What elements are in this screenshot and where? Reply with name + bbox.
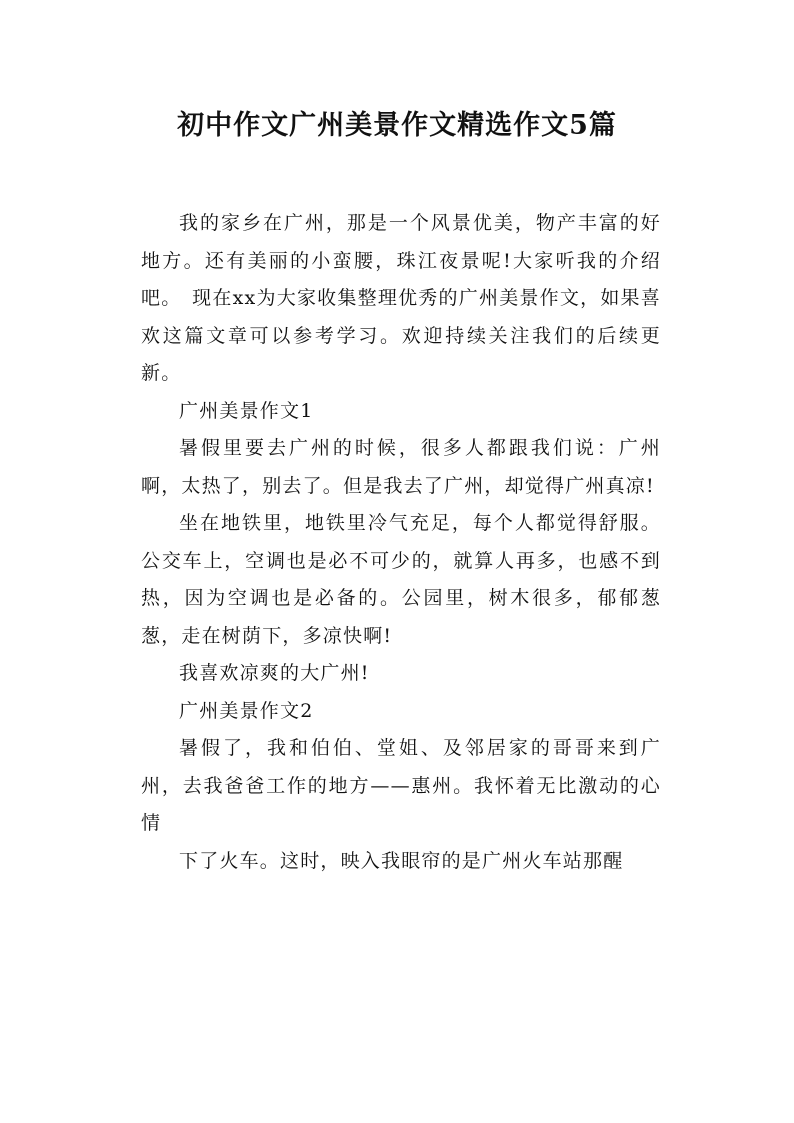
essay-1-heading: 广州美景作文1 xyxy=(179,399,314,422)
essay-2-paragraph-1: 暑假了，我和伯伯、堂姐、及邻居家的哥哥来到广州，去我爸爸工作的地方——惠州。我怀着无比激动的心情 xyxy=(141,737,661,834)
intro-paragraph: 我的家乡在广州，那是一个风景优美，物产丰富的好地方。还有美丽的小蛮腰，珠江夜景呢!大家听我的介绍吧。 现在xx为大家收集整理优秀的广州美景作文，如果喜欢这篇文章可以参考学习。欢迎持续关注我们的后续更新。 xyxy=(141,212,661,384)
essay-1-paragraph-2: 坐在地铁里，地铁里冷气充足，每个人都觉得舒服。公交车上，空调也是必不可少的，就算人再多，也感不到热，因为空调也是必备的。公园里，树木很多，郁郁葱葱，走在树荫下，多凉快啊! xyxy=(141,512,661,647)
essay-2-paragraph-2: 下了火车。这时，映入我眼帘的是广州火车站那醒 xyxy=(179,849,624,872)
essay-1-paragraph-1: 暑假里要去广州的时候，很多人都跟我们说：广州啊，太热了，别去了。但是我去了广州，却觉得广州真凉! xyxy=(141,437,661,497)
document-title: 初中作文广州美景作文精选作文5篇 xyxy=(177,110,617,141)
essay-1-paragraph-3: 我喜欢凉爽的大广州! xyxy=(179,662,370,684)
essay-2-heading: 广州美景作文2 xyxy=(179,699,314,722)
document-body xyxy=(141,205,661,880)
